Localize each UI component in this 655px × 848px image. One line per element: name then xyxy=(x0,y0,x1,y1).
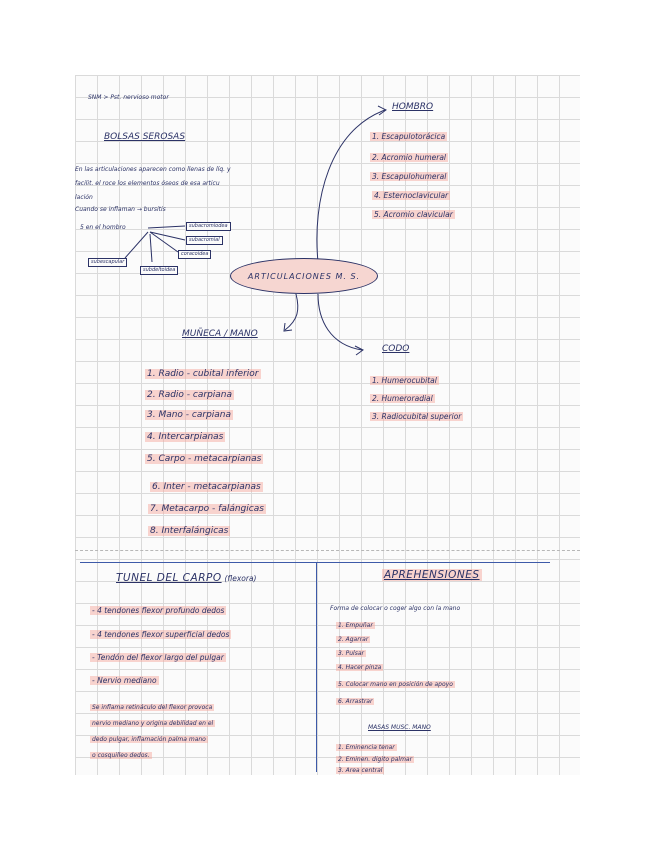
hombro-bolsas-label: 5 en el hombro xyxy=(80,224,126,231)
aprehensiones-intro: Forma de colocar o coger algo con la mano xyxy=(330,605,461,612)
center-label: ARTICULACIONES M. S. xyxy=(247,271,361,281)
blue-rule xyxy=(80,562,550,563)
hombro-item-1: 1. Escapulotorácica xyxy=(372,132,446,141)
tunel-item-2: - 4 tendones flexor superficial dedos xyxy=(92,630,230,639)
arrow-to-muneca xyxy=(285,294,298,330)
bolsa-box-2: subacromial xyxy=(186,236,223,245)
codo-item-1: 1. Humerocubital xyxy=(372,376,437,385)
masas-item-1: 1. Eminencia tenar xyxy=(338,744,395,751)
hombro-title: HOMBRO xyxy=(392,102,434,112)
masas-title: MASAS MUSC. MANO xyxy=(368,724,431,731)
tunel-note-1: Se inflama retináculo del flexor provoca xyxy=(92,704,213,711)
bolsas-connector-1 xyxy=(148,226,185,228)
masas-item-3: 3. Area central xyxy=(338,767,383,774)
bolsas-connector-4 xyxy=(125,232,148,258)
muneca-item-3: 3. Mano - carpiana xyxy=(147,410,232,420)
muneca-item-7: 7. Metacarpo - falángicas xyxy=(150,504,264,514)
bolsas-connector-5 xyxy=(150,234,152,262)
muneca-item-4: 4. Intercarpianas xyxy=(147,432,224,442)
hombro-item-3: 3. Escapulohumeral xyxy=(372,172,447,181)
bolsa-box-4: subescapular xyxy=(88,258,127,267)
tunel-item-3: - Tendón del flexor largo del pulgar xyxy=(92,653,224,662)
aprehension-item-5: 5. Colocar mano en posición de apoyo xyxy=(338,681,453,688)
tunel-item-4: - Nervio mediano xyxy=(92,676,157,685)
column-rule xyxy=(316,562,317,772)
bolsa-box-1: subacromiodea xyxy=(186,222,231,231)
aprehension-item-2: 2. Agarrar xyxy=(338,636,369,643)
bolsa-box-3: coracoidea xyxy=(178,250,211,259)
bolsas-line-2: facilit. el roce los elementos óseos de esa articu xyxy=(75,180,220,187)
codo-title: CODO xyxy=(382,344,410,354)
tunel-note-4: o cosquilleo dedos. xyxy=(92,752,150,759)
hombro-item-2: 2. Acromio humeral xyxy=(372,153,447,162)
aprehension-item-3: 3. Pulsar xyxy=(338,650,364,657)
tunel-item-1: - 4 tendones flexor profundo dedos xyxy=(92,606,225,615)
arrow-to-hombro-head xyxy=(378,106,386,115)
codo-item-3: 3. Radiocubital superior xyxy=(372,412,462,421)
aprehension-item-6: 6. Arrastrar xyxy=(338,698,373,705)
hombro-item-5: 5. Acromio clavicular xyxy=(374,210,453,219)
top-note: SNM > Pst. nervioso motor xyxy=(88,94,169,101)
muneca-item-8: 8. Interfalángicas xyxy=(150,526,229,536)
masas-item-2: 2. Eminen. digito palmar xyxy=(338,756,413,763)
bolsas-title: BOLSAS SEROSAS xyxy=(104,132,186,142)
tunel-note-3: dedo pulgar, inflamación palma mano xyxy=(92,736,206,743)
tunel-title: TUNEL DEL CARPO (flexora) xyxy=(116,572,257,584)
muneca-item-6: 6. Inter - metacarpianas xyxy=(152,482,261,492)
muneca-item-1: 1. Radio - cubital inferior xyxy=(147,369,259,379)
bolsas-line-4: Cuando se inflaman → bursitis xyxy=(75,206,166,213)
bolsas-line-1: En las articulaciones aparecen como llenas de líq. y xyxy=(75,166,231,173)
bolsa-box-5: subdeltoidea xyxy=(140,266,178,275)
aprehension-item-1: 1. Empuñar xyxy=(338,622,373,629)
aprehension-item-4: 4. Hacer pinza xyxy=(338,664,382,671)
section-divider xyxy=(75,550,580,551)
tunel-note-2: nervio mediano y origina debilidad en el xyxy=(92,720,214,727)
hombro-item-4: 4. Esternoclavicular xyxy=(374,191,449,200)
center-ellipse xyxy=(230,258,378,294)
aprehensiones-title: APREHENSIONES xyxy=(384,569,480,581)
arrow-to-codo xyxy=(318,294,362,350)
muneca-item-5: 5. Carpo - metacarpianas xyxy=(147,454,262,464)
codo-item-2: 2. Humeroradial xyxy=(372,394,433,403)
bolsas-line-3: lación xyxy=(75,194,93,201)
muneca-title: MUÑECA / MANO xyxy=(182,329,258,339)
muneca-item-2: 2. Radio - carpiana xyxy=(147,390,233,400)
arrow-to-codo-head xyxy=(355,346,363,355)
